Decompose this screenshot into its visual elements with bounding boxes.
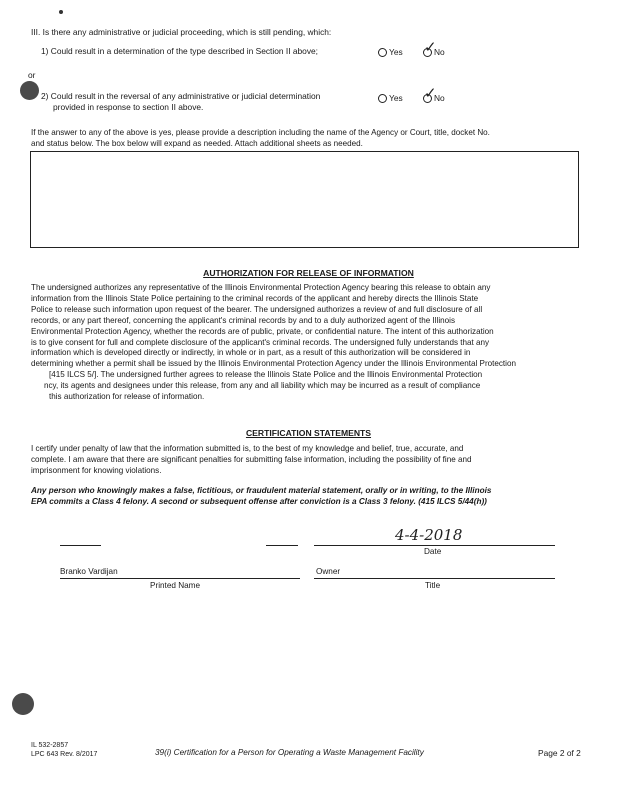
authorization-line: information from the Illinois State Police pertaining to the criminal records of the applicant and hereby directs the Illinois State: [31, 293, 479, 303]
footer-page-number: Page 2 of 2: [538, 748, 581, 758]
certification-paragraph: [31, 444, 471, 477]
felony-warning-line2: EPA commits a Class 4 felony. A second or subsequent offense after conviction is a Class 3 felony. (415 ILCS 5/44(h)): [31, 496, 487, 506]
printed-name-line: [60, 578, 300, 579]
item1-no-label: No: [434, 47, 445, 57]
authorization-line: determining whether a permit shall be issued by the Illinois Environmental Protection Agency under the Illinois Environmental Protection: [31, 359, 516, 369]
item1-yes-radio[interactable]: [378, 48, 387, 57]
item1-yes-option[interactable]: [378, 47, 403, 57]
printed-name-value: Branko Vardijan: [60, 567, 118, 576]
date-label: Date: [424, 547, 442, 556]
or-label: or: [28, 70, 36, 80]
item2-no-checkmark-icon: ✓: [424, 84, 437, 102]
explanation-textbox[interactable]: [30, 151, 579, 248]
certification-line: I certify under penalty of law that the information submitted is, to the best of my knowledge and belief, true, accurate, and: [31, 444, 464, 453]
item2-no-label: No: [434, 93, 445, 103]
felony-warning-line1: Any person who knowingly makes a false, fictitious, or fraudulent material statement, orally or in writing, to the Illinois: [31, 486, 492, 495]
authorization-paragraph: [31, 283, 516, 403]
question-item-2-line2: provided in response to section II above.: [53, 102, 204, 112]
signature-line-short: [266, 545, 298, 546]
authorization-line: information which is developed directly or indirectly, in whole or in part, as a result of this authorization will be considered in: [31, 348, 471, 358]
item1-yes-label: Yes: [389, 47, 403, 57]
handwritten-date: 4-4-2018: [395, 526, 463, 544]
title-line: [314, 578, 555, 579]
scan-speck: [59, 10, 63, 14]
certification-line: complete. I am aware that there are significant penalties for submitting false information, including the possibility of fine and: [31, 454, 472, 464]
authorization-line: Environmental Protection Agency, whether the records are of public, private, or confidential nature. The intent of this authorization: [31, 326, 494, 336]
authorization-line: Police to release such information upon request of the bearer. The undersigned authorizes a review of and full disclosure of all: [31, 304, 483, 314]
title-value: Owner: [316, 567, 341, 576]
authorization-line: records, or any part thereof, concerning the applicant's criminal records by and to a duly authorized agent of the Illinois: [31, 315, 456, 325]
question-item-2-line1: 2) Could result in the reversal of any administrative or judicial determination: [41, 91, 321, 101]
felony-warning: [31, 486, 491, 508]
authorization-line: this authorization for release of information.: [49, 392, 205, 402]
item1-no-checkmark-icon: ✓: [424, 38, 437, 56]
authorization-line: ncy, its agents and designees under this release, from any and all liability which may be incurred as a result of compliance: [44, 381, 481, 391]
authorization-line: The undersigned authorizes any representative of the Illinois Environmental Protection Agency bearing this release to obtain any: [31, 283, 491, 292]
punch-hole-bottom: [12, 693, 34, 715]
printed-name-label: Printed Name: [150, 581, 201, 590]
footer-form-title: 39(i) Certification for a Person for Operating a Waste Management Facility: [155, 748, 424, 757]
explanation-instructions-line1: If the answer to any of the above is yes, please provide a description including the name of the Agency or Court, title, docket No.: [31, 128, 490, 137]
footer-form-id: IL 532-2857: [31, 742, 69, 749]
explanation-instructions-line2: and status below. The box below will expand as needed. Attach additional sheets as needed.: [31, 139, 363, 148]
question-item-1: 1) Could result in a determination of the type described in Section II above;: [41, 46, 319, 56]
authorization-heading: AUTHORIZATION FOR RELEASE OF INFORMATION: [203, 268, 414, 278]
item2-yes-option[interactable]: [378, 93, 403, 103]
authorization-line: [415 ILCS 5/]. The undersigned further agrees to release the Illinois State Police and the Illinois Environmental Protection: [49, 370, 483, 380]
authorization-line: is to give consent for full and complete disclosure of the applicant's criminal records. The undersigned fully understands that any: [31, 337, 490, 347]
signature-line-left: [60, 545, 101, 546]
certification-heading: CERTIFICATION STATEMENTS: [245, 428, 372, 438]
footer-form-revision: LPC 643 Rev. 8/2017: [31, 751, 98, 758]
item2-yes-label: Yes: [389, 93, 403, 103]
section-three-question: III. Is there any administrative or judicial proceeding, which is still pending, which:: [31, 27, 332, 37]
date-line: [314, 545, 555, 546]
certification-line: imprisonment for knowing violations.: [31, 465, 162, 475]
punch-hole-top: [20, 81, 39, 100]
title-label: Title: [425, 581, 441, 590]
item2-yes-radio[interactable]: [378, 94, 387, 103]
